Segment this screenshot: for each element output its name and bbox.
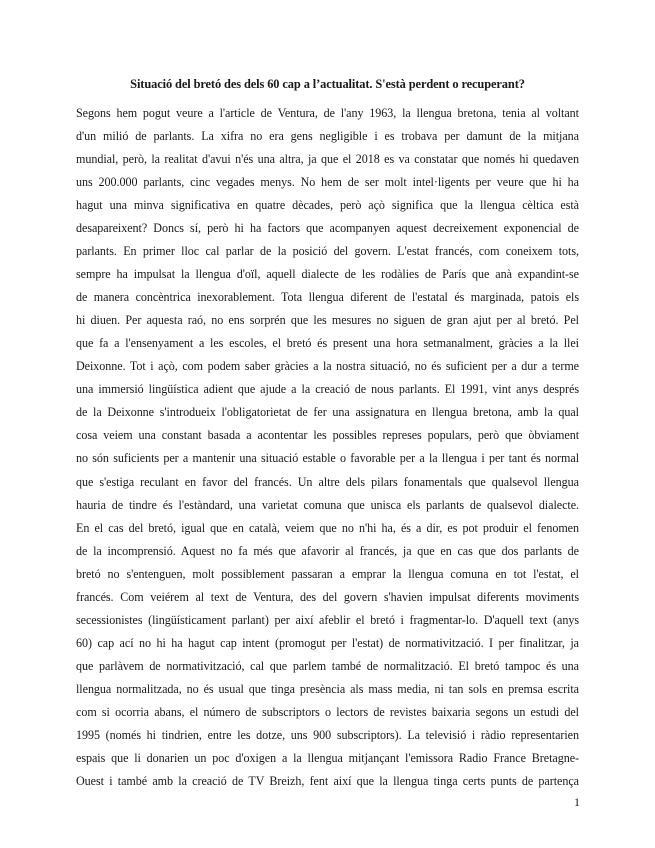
text-line: d'un milió de parlants. La xifra no era gens negligible i es trobava per damunt de la mitjana xyxy=(76,129,579,144)
text-line: hagut una minva significativa en quatre dècades, però açò significa que la llengua cèltica està xyxy=(76,198,579,213)
text-line: que parlàvem de normativització, cal que parlem també de normalització. El bretó tampoc és una xyxy=(76,658,579,673)
text-line: de la incomprensió. Aquest no fa més que afavorir al francés, ja que en cas que dos parlants de xyxy=(76,543,579,558)
body-paragraph xyxy=(76,102,579,793)
text-line: llengua normalitzada, no és usual que tinga presència als mass media, ni tan sols en premsa escrita xyxy=(76,681,579,696)
page-number: 1 xyxy=(574,795,580,809)
text-line: francés. Com veiérem al text de Ventura, des del govern s'havien impulsat diferents moviments xyxy=(76,589,579,604)
text-line: uns 200.000 parlants, cinc vegades menys. No hem de ser molt intel·ligents per veure que hi ha xyxy=(76,175,579,190)
text-line: En el cas del bretó, igual que en català, veiem que no n'hi ha, és a dir, es pot produir el fenomen xyxy=(76,520,579,535)
text-line: que s'estiga reculant en favor del francés. Un altre dels pilars fonamentals que qualsevol llengua xyxy=(76,474,579,489)
text-line: Ouest i també amb la creació de TV Breizh, fent així que la llengua tinga certs punts de partença xyxy=(76,773,579,788)
text-line: 1995 (només hi tindrien, entre les dotze, uns 900 subscriptors). La televisió i ràdio representarien xyxy=(76,727,579,742)
text-line: no són suficients per a mantenir una situació estable o favorable per a la llengua i per tant és normal xyxy=(76,451,579,466)
text-line: mundial, però, la realitat d'avui n'és una altra, ja que el 2018 es va constatar que només hi quedaven xyxy=(76,152,579,167)
text-line: espais que li donarien un poc d'oxigen a la llengua mitjançant l'emissora Radio France Bretagne- xyxy=(76,750,579,765)
text-line: de la Deixonne s'introdueix l'obligatorietat de fer una assignatura en llengua bretona, amb la qual xyxy=(76,405,579,420)
text-line: secessionistes (lingüísticament parlant) per així afeblir el bretó i fragmentar-lo. D'aquell text (anys xyxy=(76,612,579,627)
text-line: cosa veiem una constant basada a acontentar les possibles represes populars, però que òbviament xyxy=(76,428,579,443)
text-line: parlants. En primer lloc cal parlar de la posició del govern. L'estat francés, com coneixem tots, xyxy=(76,244,579,259)
text-line: Deixonne. Tot i açò, com podem saber gràcies a la nostra situació, no és suficient per a dur a terme xyxy=(76,359,579,374)
document-title: Situació del bretó des dels 60 cap a l’actualitat. S'està perdent o recuperant? xyxy=(130,77,525,91)
text-line: Segons hem pogut veure a l'article de Ventura, de l'any 1963, la llengua bretona, tenia al voltant xyxy=(76,106,579,120)
text-line: una immersió lingüística adient que ajude a la creació de nous parlants. El 1991, vint anys després xyxy=(76,382,579,397)
text-line: hauria de tindre és l'estàndard, una varietat comuna que unisca els parlants de qualsevol dialecte. xyxy=(76,497,579,512)
text-line: com si ocorria abans, el número de subscriptors o lectors de revistes baixaria segons un estudi del xyxy=(76,704,579,719)
text-line: que fa a l'ensenyament a les escoles, el bretó és present una hora setmanalment, gràcies a la llei xyxy=(76,336,579,351)
text-line: desapareixent? Doncs sí, però hi ha factors que acompanyen aquest decreixement exponencial de xyxy=(76,221,579,236)
text-line: de manera concèntrica inexorablement. Tota llengua diferent de l'estatal és marginada, patois els xyxy=(76,290,579,305)
text-line: bretó no s'entenguen, molt possiblement passaran a emprar la llengua comuna en tot l'estat, el xyxy=(76,566,579,581)
text-line: hi diuen. Per aquesta raó, no ens sorprén que les mesures no siguen de gran ajut per al bretó. Pel xyxy=(76,313,579,328)
text-line: 60) cap ací no hi ha hagut cap intent (promogut per l'estat) de normativització. I per finalitzar, ja xyxy=(76,635,579,650)
text-line: sempre ha impulsat la llengua d'oïl, aquell dialecte de les rodàlies de París que anà expandint-se xyxy=(76,267,579,282)
